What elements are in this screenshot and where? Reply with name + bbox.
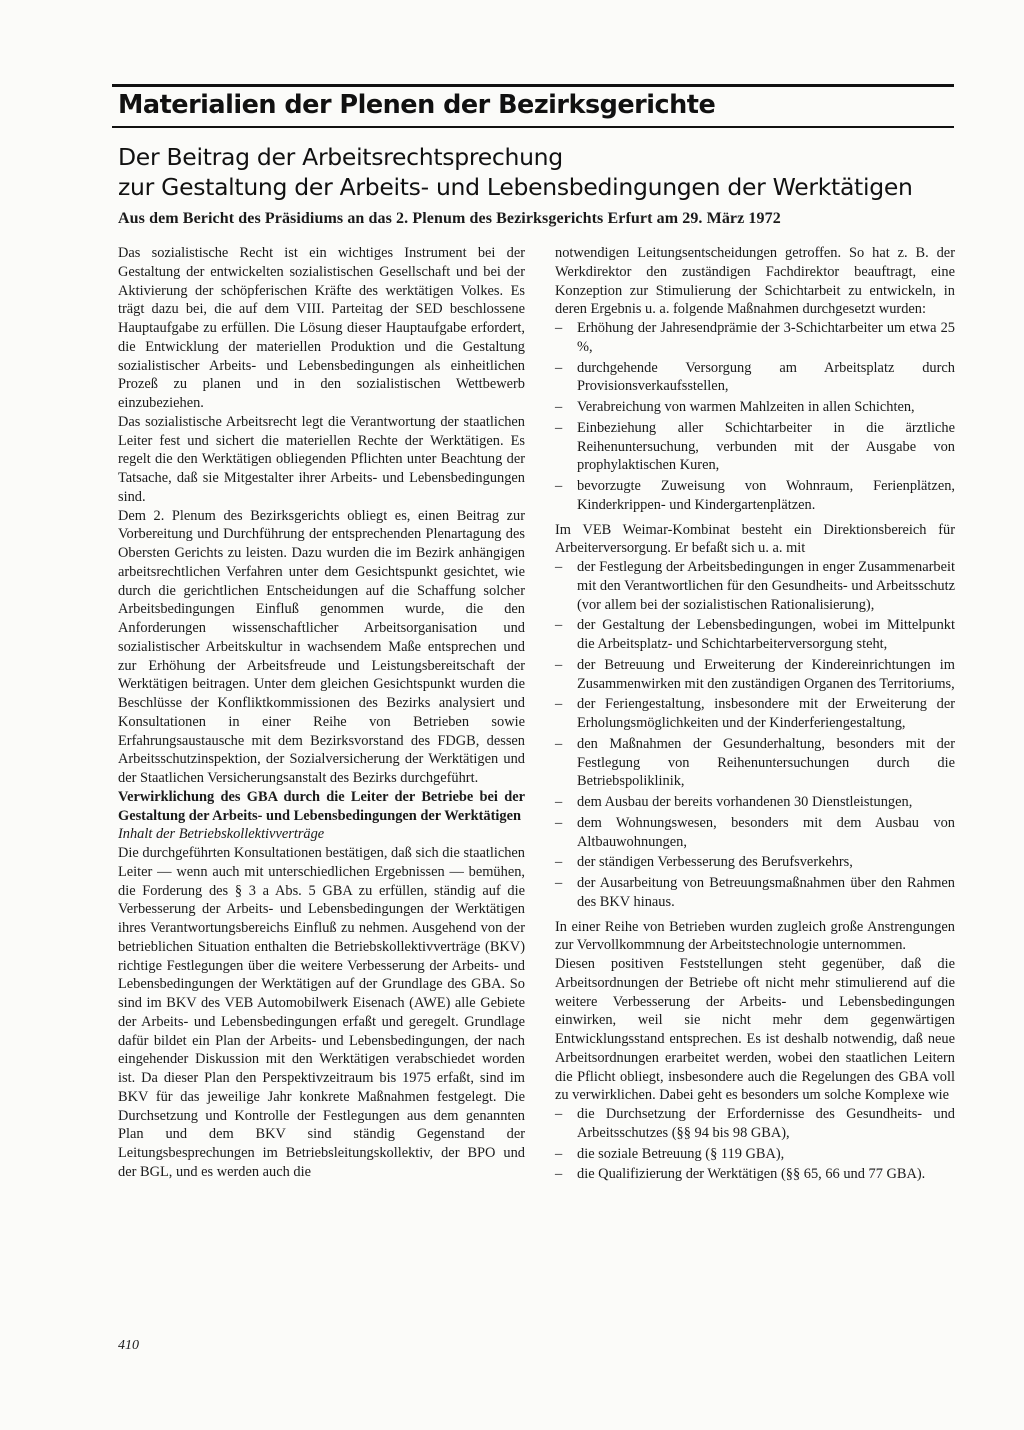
paragraph: Das sozialistische Recht ist ein wichtiges Instrument bei der Gestaltung der entwickelten sozialistischen Gesellschaft und bei der Aktivierung der schöpferischen Kräfte des werktätigen Volkes. Es trägt dazu bei, die auf dem VIII. Parteitag der SED beschlossene Hauptaufgabe zu erfüllen. Die Lösung dieser Hauptaufgabe erfordert, die Entwicklung der materiellen Produktion und die Gestaltung sozialistischer Arbeits- und Lebensbedingungen als einheitlichen Prozeß zu planen und in den sozialistischen Wettbewerb einzubeziehen. <box>118 245 525 411</box>
list-item: – Einbeziehung aller Schichtarbeiter in die ärztliche Reihenuntersuchung, verbunden mit der Ausgabe von prophylaktischen Kuren, <box>555 419 955 474</box>
right-column <box>555 244 955 1186</box>
paragraph: notwendigen Leitungsentscheidungen getroffen. So hat z. B. der Werkdirektor den zuständigen Fachdirektor beauftragt, eine Konzeption zur Stimulierung der Schichtarbeit zu entwickeln, in deren Ergebnis u. a. folgende Maßnahmen durchgesetzt wurden: <box>555 245 955 318</box>
headline-line-2: zur Gestaltung der Arbeits- und Lebensbedingungen der Werktätigen <box>118 173 913 201</box>
list-item: – die Qualifizierung der Werktätigen (§§ 65, 66 und 77 GBA). <box>555 1166 926 1183</box>
dash-bullet: – <box>555 320 563 336</box>
paragraph: Im VEB Weimar-Kombinat besteht ein Direktionsbereich für Arbeiterversorgung. Er befaßt sich u. a. mit <box>555 521 955 557</box>
dash-bullet: – <box>555 559 563 575</box>
list-item: – Erhöhung der Jahresendprämie der 3-Schichtarbeiter um etwa 25 %, <box>555 320 955 355</box>
dash-bullet: – <box>555 478 563 494</box>
paragraph: In einer Reihe von Betrieben wurden zugleich große Anstrengungen zur Vervollkommnung der Arbeitstechnologie unternommen. <box>555 918 955 954</box>
left-column <box>118 244 525 1182</box>
section-title: Materialien der Plenen der Bezirksgerichte <box>118 90 716 120</box>
top-rule <box>112 84 954 87</box>
dash-bullet: – <box>555 794 563 810</box>
list-item: – der Gestaltung der Lebensbedingungen, wobei im Mittelpunkt die Arbeitsplatz- und Schichtarbeiterversorgung steht, <box>555 617 955 652</box>
dash-bullet: – <box>555 875 563 891</box>
list-item: – dem Wohnungswesen, besonders mit dem Ausbau von Altbauwohnungen, <box>555 814 955 850</box>
complexes-list <box>555 1105 955 1184</box>
paragraph: Die durchgeführten Konsultationen bestätigen, daß sich die staatlichen Leiter — wenn auch mit unterschiedlichen Ergebnissen — bemühen, die Forderung des § 3 a Abs. 5 GBA zu erfüllen, ständig auf die Verbesserung der Arbeits- und Lebensbedingungen der Werktätigen ihres Verantwortungsbereichs Einfluß zu nehmen. Ausgehend von der betrieblichen Situation enthalten die Betriebskollektivverträge (BKV) richtige Festlegungen über die weitere Verbesserung der Arbeits- und Lebensbedingungen der Werktätigen auf der Grundlage des GBA. So sind im BKV des VEB Automobilwerk Eisenach (AWE) alle Gebiete der Arbeits- und Lebensbedingungen erfaßt und geregelt. Grundlage dafür bildet ein Plan der Arbeits- und Lebensbedingungen, der nach eingehender Diskussion mit den Werktätigen verabschiedet worden ist. Da dieser Plan den Perspektivzeitraum bis 1975 erfaßt, sind im BKV für das jeweilige Jahr konkrete Maßnahmen festgelegt. Die Durchsetzung und Kontrolle der Festlegungen aus dem genannten Plan und dem BKV sind ständig Gegenstand der Leitungsbesprechungen im Betriebsleitungskollektiv, der BPO und der BGL, und es werden auch die <box>118 845 525 1180</box>
list-item: – der Festlegung der Arbeitsbedingungen in enger Zusammenarbeit mit den Verantwortlichen für den Gesundheits- und Arbeitsschutz (vor allem bei der sozialistischen Rationalisierung), <box>555 559 955 613</box>
list-item: – den Maßnahmen der Gesunderhaltung, besonders mit der Festlegung von Reihenuntersuchungen durch die Betriebspoliklinik, <box>555 735 955 790</box>
dash-bullet: – <box>555 735 563 752</box>
paragraph: Diesen positiven Feststellungen steht gegenüber, daß die Arbeitsordnungen der Betriebe oft nicht mehr stimulierend auf die weitere Verbesserung der Arbeits- und Lebensbedingungen einwirken, weil sie nicht mehr dem gegenwärtigen Entwicklungsstand entsprechen. Es ist deshalb notwendig, daß neue Arbeitsordnungen erarbeitet werden, wobei den staatlichen Leitern die Pflicht obliegt, insbesondere auch die Regelungen des GBA voll zu verwirklichen. Dabei geht es besonders um solche Komplexe wie <box>555 956 955 1104</box>
dash-bullet: – <box>555 419 563 436</box>
dash-bullet: – <box>555 399 563 415</box>
article-headline <box>118 142 954 202</box>
list-item: – der Feriengestaltung, insbesondere mit der Erweiterung der Erholungsmöglichkeiten und der Kinderferiengestaltung, <box>555 696 955 731</box>
dash-bullet: – <box>555 1166 563 1183</box>
dash-bullet: – <box>555 1106 563 1122</box>
section-heading: Verwirklichung des GBA durch die Leiter der Betriebe bei der Gestaltung der Arbeits- und Lebensbedingungen der Werktätigen <box>118 788 525 824</box>
list-item: – die Durchsetzung der Erfordernisse des Gesundheits- und Arbeitsschutzes (§§ 94 bis 98 GBA), <box>555 1106 955 1141</box>
dash-bullet: – <box>555 854 563 871</box>
list-item: – bevorzugte Zuweisung von Wohnraum, Ferienplätzen, Kinderkrippen- und Kindergartenplätzen. <box>555 478 955 513</box>
dash-bullet: – <box>555 814 563 831</box>
list-item: – der Betreuung und Erweiterung der Kindereinrichtungen im Zusammenwirken mit den zuständigen Organen des Territoriums, <box>555 656 955 692</box>
page-number: 410 <box>118 1338 139 1353</box>
bottom-rule <box>112 126 954 128</box>
dash-bullet: – <box>555 696 563 713</box>
list-item: – der ständigen Verbesserung des Berufsverkehrs, <box>555 854 853 871</box>
responsibilities-list <box>555 558 955 912</box>
list-item: – Verabreichung von warmen Mahlzeiten in allen Schichten, <box>555 399 915 415</box>
headline-line-1: Der Beitrag der Arbeitsrechtsprechung <box>118 143 563 171</box>
list-item: – die soziale Betreuung (§ 119 GBA), <box>555 1145 785 1162</box>
paragraph: Dem 2. Plenum des Bezirksgerichts obliegt es, einen Beitrag zur Vorbereitung und Durchführung der entsprechenden Plenartagung des Obersten Gerichts zu leisten. Dazu wurden die im Bezirk anhängigen arbeitsrechtlichen Verfahren unter dem Gesichtspunkt gesichtet, wie durch die gerichtlichen Entscheidungen auf die Schaffung solcher Arbeitsbedingungen Einfluß genommen wurde, die den Anforderungen wissenschaftlicher Arbeitsorganisation und sozialistischer Arbeitskultur in wachsendem Maße entsprechen und zur Erhöhung der Arbeitsfreude und Leistungsbereitschaft der Werktätigen beitragen. Unter dem gleichen Gesichtspunkt wurden die Beschlüsse der Konfliktkommissionen des Bezirks analysiert und Konsultationen in einer Reihe von Betrieben sowie Erfahrungsaustausche mit dem Bezirksvorstand des FDGB, dessen Arbeitsschutzinspektion, der Sozialversicherung der Werktätigen und der Staatlichen Versicherungsanstalt des Bezirks durchgeführt. <box>118 507 525 786</box>
list-item: – durchgehende Versorgung am Arbeitsplatz durch Provisionsverkaufsstellen, <box>555 359 955 395</box>
dash-bullet: – <box>555 1145 563 1162</box>
dash-bullet: – <box>555 617 563 634</box>
subsection-heading: Inhalt der Betriebskollektivverträge <box>118 826 325 843</box>
paragraph: Das sozialistische Arbeitsrecht legt die Verantwortung der staatlichen Leiter fest und sichert die materiellen Rechte der Werktätigen. Es regelt die den Werktätigen obliegenden Pflichten unter Beachtung der Tatsache, daß sie Mitgestalter ihrer Arbeits- und Lebensbedingungen sind. <box>118 413 525 505</box>
dash-bullet: – <box>555 359 563 376</box>
list-item: – dem Ausbau der bereits vorhandenen 30 Dienstleistungen, <box>555 794 913 810</box>
measures-list <box>555 319 955 515</box>
list-item: – der Ausarbeitung von Betreuungsmaßnahmen über den Rahmen des BKV hinaus. <box>555 875 955 910</box>
article-subhead: Aus dem Bericht des Präsidiums an das 2. Plenum des Bezirksgerichts Erfurt am 29. März 1972 <box>118 210 781 227</box>
dash-bullet: – <box>555 656 563 673</box>
